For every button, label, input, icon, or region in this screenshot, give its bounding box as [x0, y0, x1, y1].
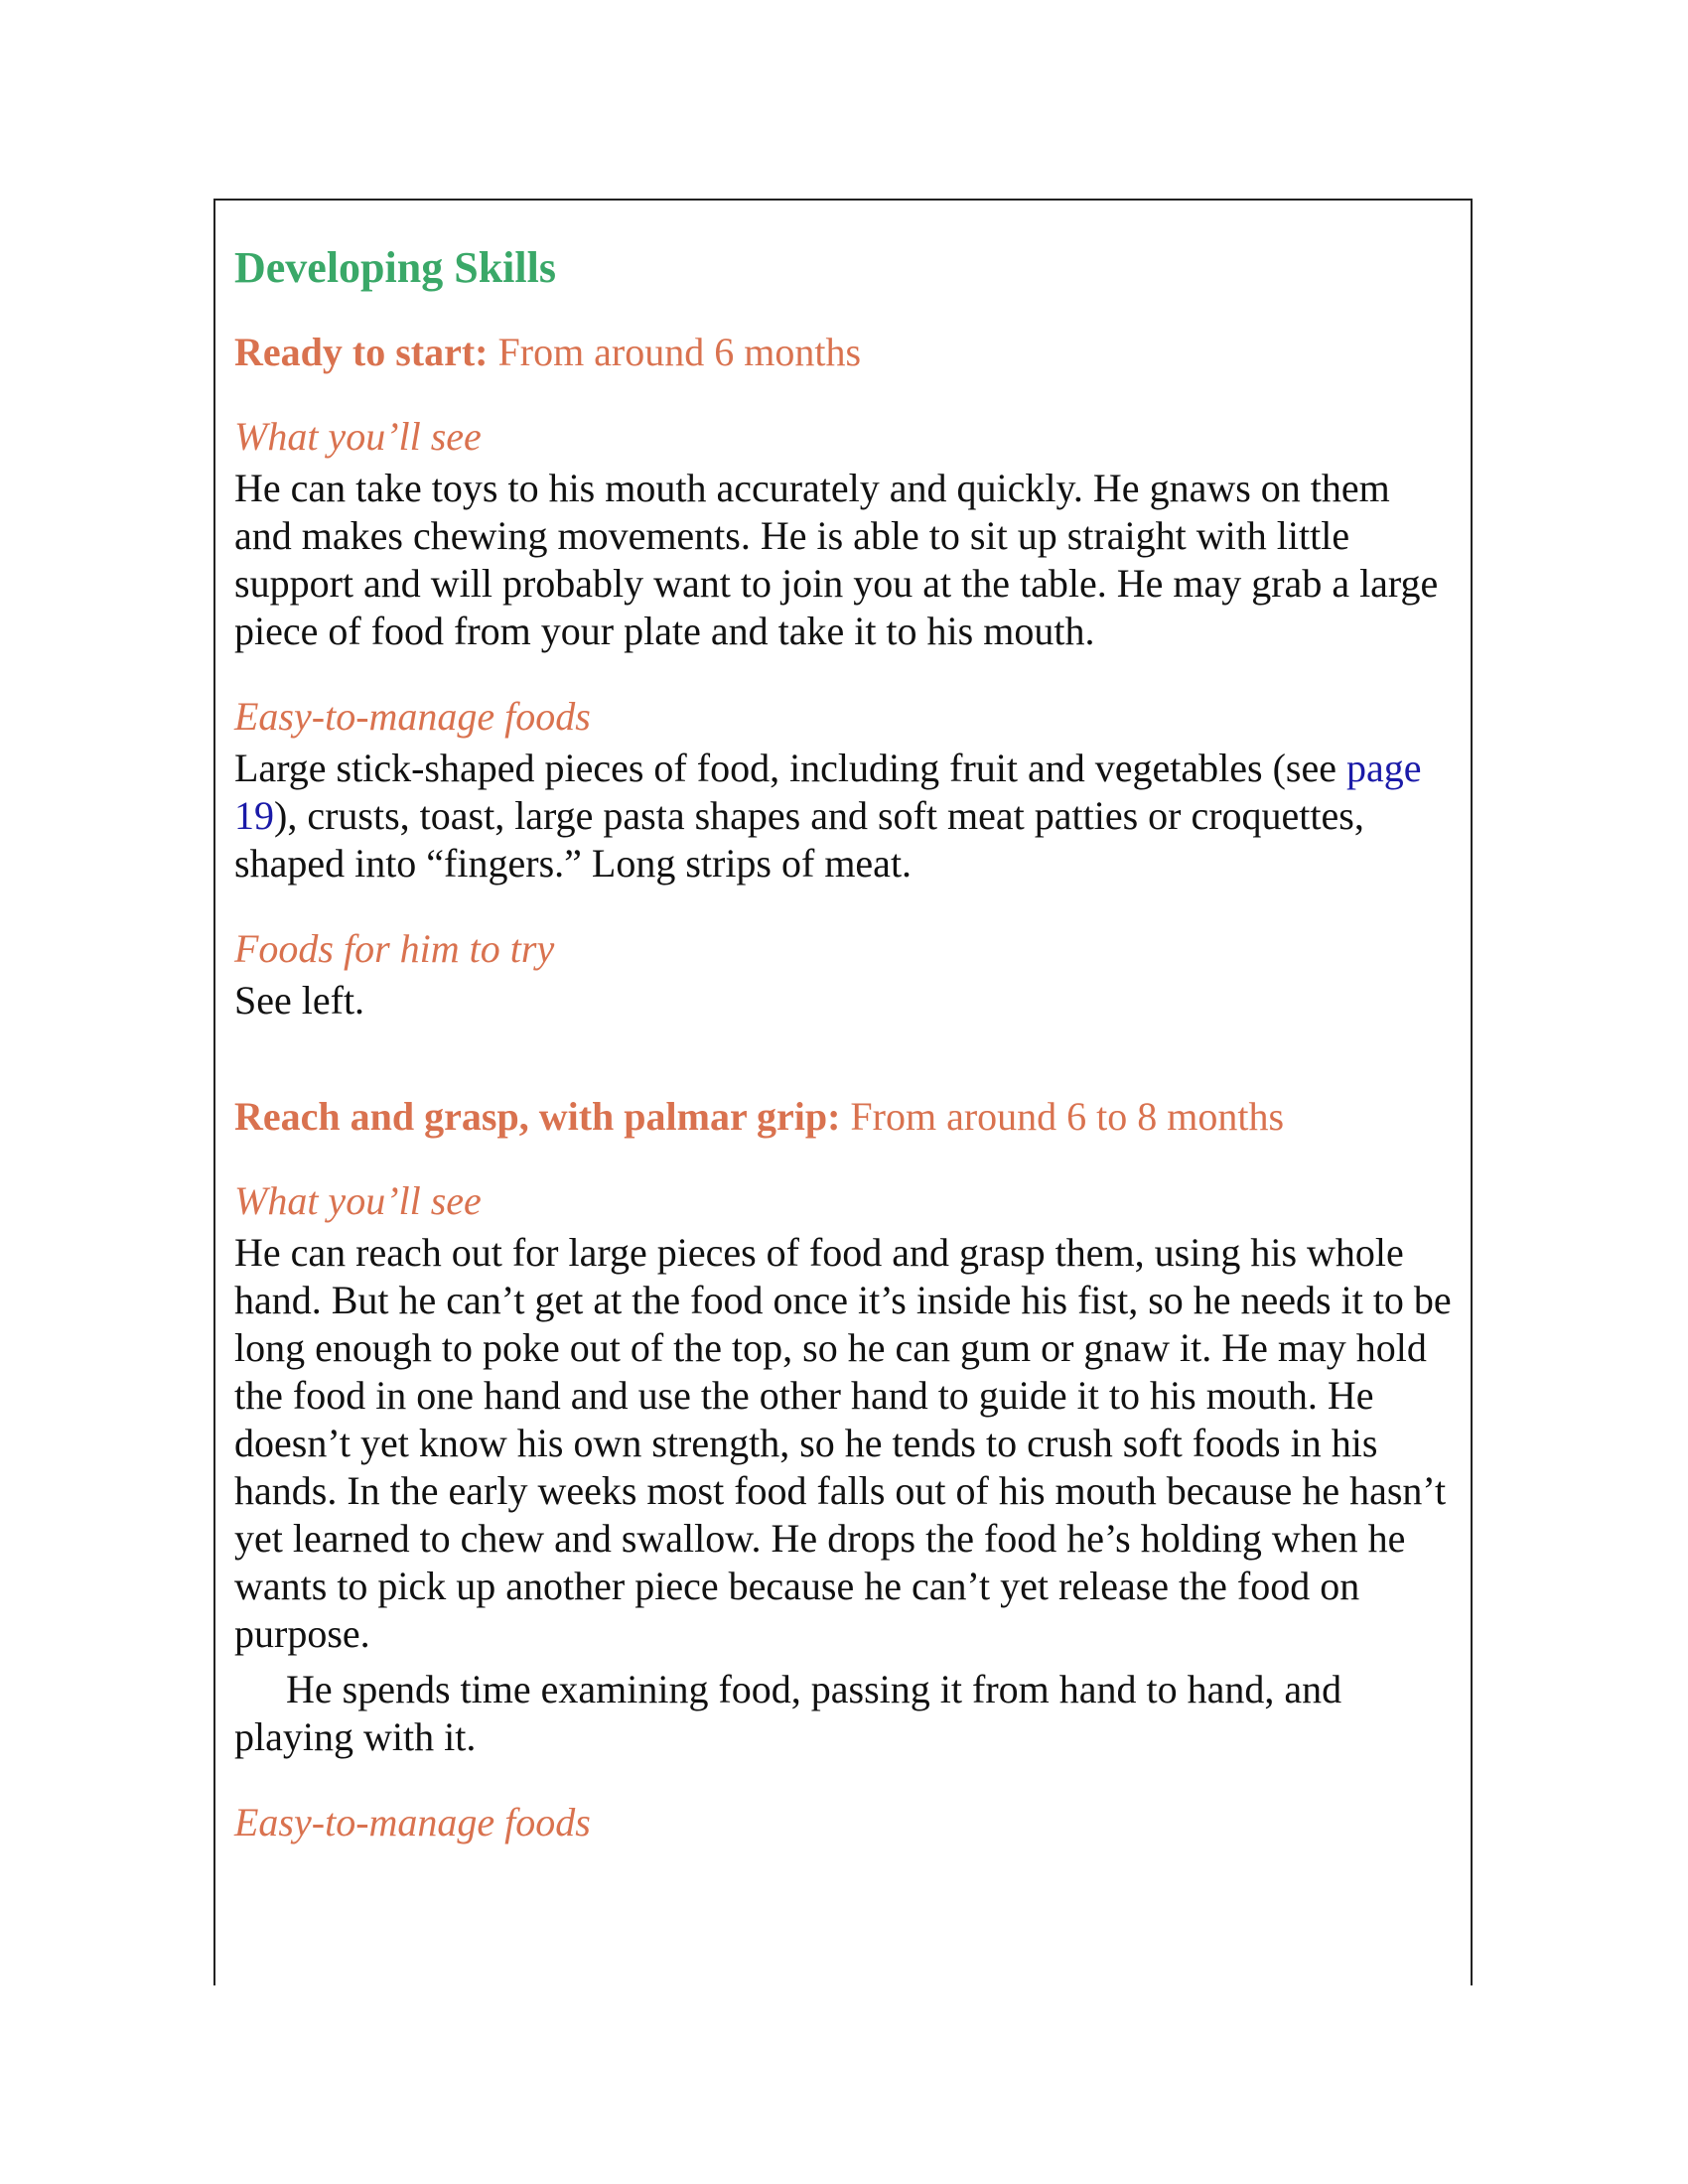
- easy-foods-heading: Easy-to-manage foods: [234, 694, 591, 739]
- what-youll-see-heading: What you’ll see: [234, 1178, 482, 1223]
- what-youll-see-heading: What you’ll see: [234, 414, 482, 459]
- stage-range: From around 6 months: [488, 330, 862, 374]
- foods-to-try-text: See left.: [234, 978, 365, 1023]
- stage-heading-ready-to-start: [234, 328, 1456, 377]
- stage-label: Reach and grasp, with palmar grip:: [234, 1094, 841, 1139]
- easy-foods-text: [234, 745, 1456, 887]
- easy-foods-heading: Easy-to-manage foods: [234, 1800, 591, 1844]
- stage-range: From around 6 to 8 months: [840, 1094, 1285, 1139]
- page-title: Developing Skills: [234, 243, 556, 292]
- what-youll-see-text-continued: He spends time examining food, passing it from hand to hand, and playing with it.: [234, 1667, 1342, 1759]
- what-youll-see-text: He can reach out for large pieces of food and grasp them, using his whole hand. But he can’t get at the food once it’s inside his fist, so he needs it to be long enough to poke out of the top, so he can gum or gnaw it. He may hold the food in one hand and use the other hand to guide it to his mouth. He doesn’t yet know his own strength, so he tends to crush soft foods in his hands. In the early weeks most food falls out of his mouth because he hasn’t yet learned to chew and swallow. He drops the food he’s holding when he wants to pick up another piece because he can’t yet release the food on purpose.: [234, 1230, 1452, 1656]
- foods-to-try-heading: Foods for him to try: [234, 926, 555, 971]
- section-gap: [234, 1062, 1456, 1092]
- stage-heading-reach-and-grasp: [234, 1092, 1456, 1142]
- page-content: [234, 242, 1456, 1850]
- what-youll-see-text: He can take toys to his mouth accurately and quickly. He gnaws on them and makes chewing movements. He is able to sit up straight with little support and will probably want to join you at the table. He may grab a large piece of food from your plate and take it to his mouth.: [234, 466, 1439, 653]
- stage-label: Ready to start:: [234, 330, 489, 374]
- easy-foods-text-start: Large stick-shaped pieces of food, including fruit and vegetables (see: [234, 746, 1346, 790]
- page-19-link[interactable]: page 19: [234, 746, 1422, 838]
- easy-foods-text-end: ), crusts, toast, large pasta shapes and soft meat patties or croquettes, shaped into “fingers.” Long strips of meat.: [234, 793, 1364, 886]
